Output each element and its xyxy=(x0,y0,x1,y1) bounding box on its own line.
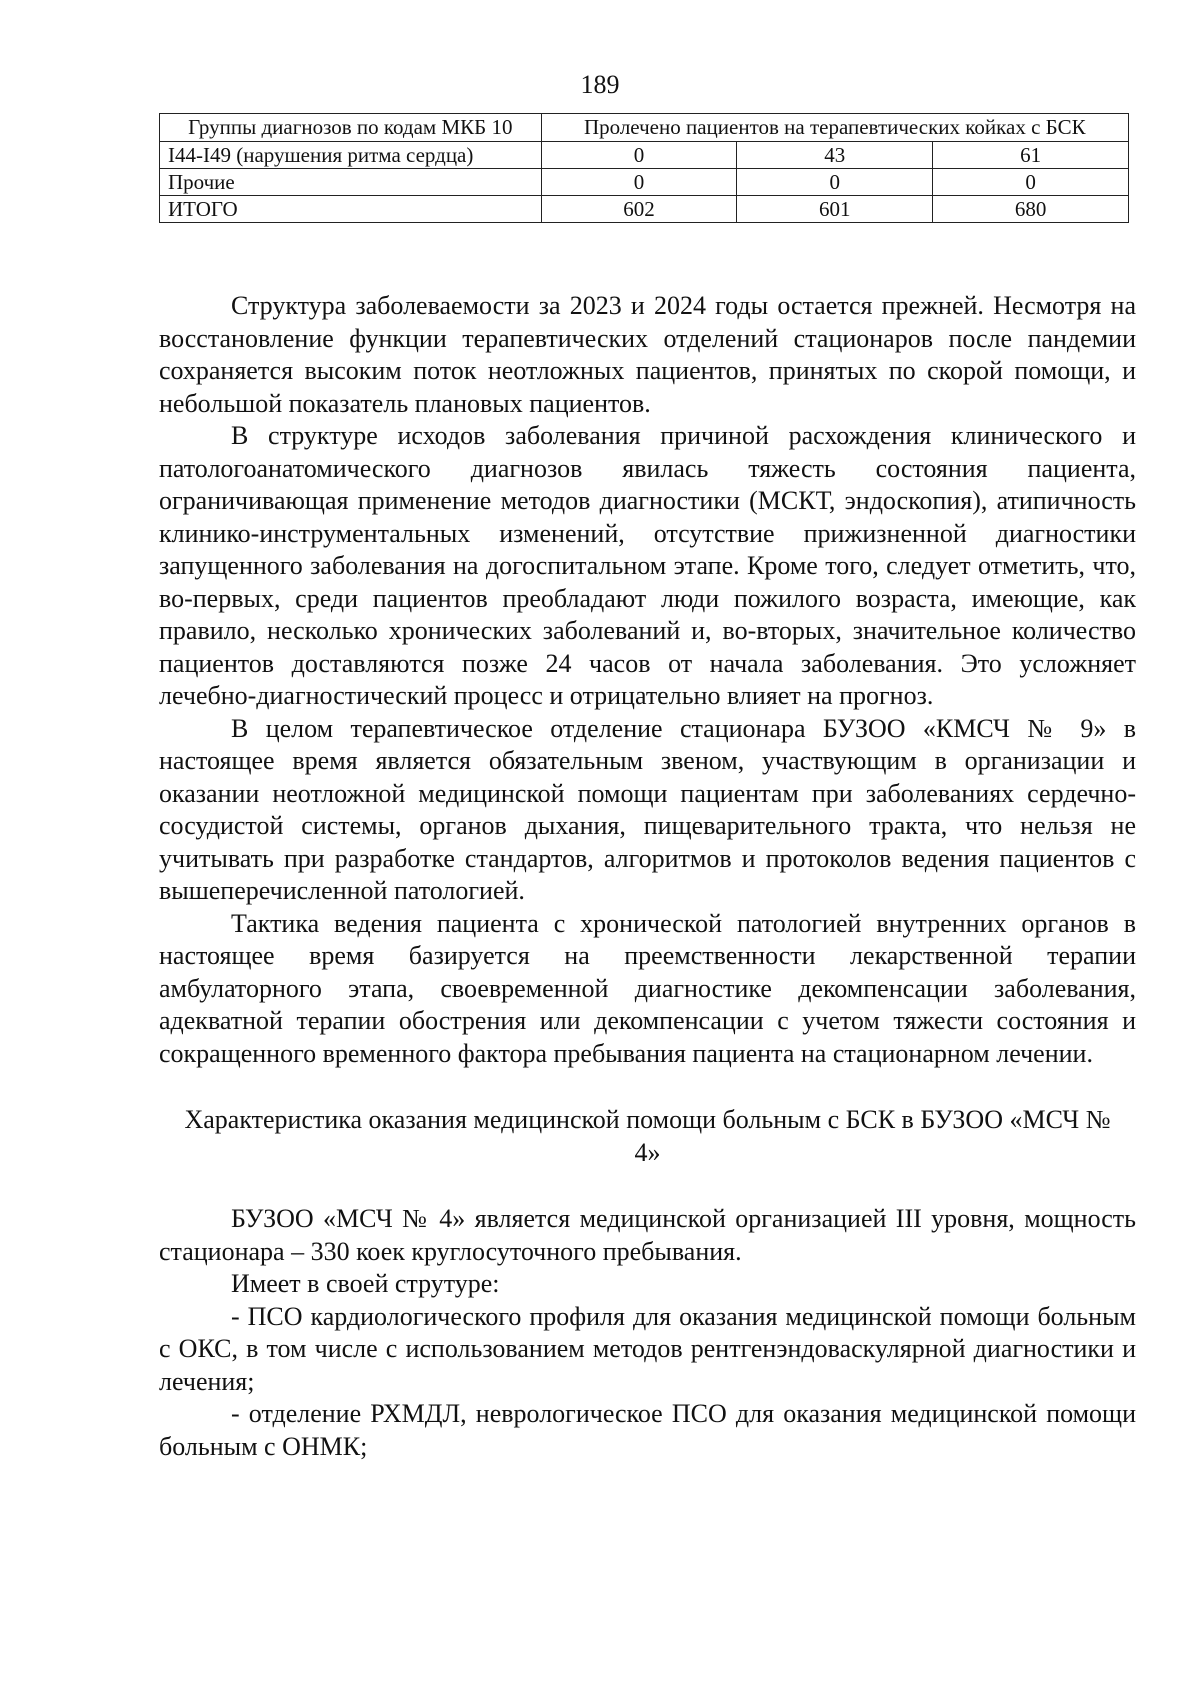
page-number: 189 xyxy=(580,70,620,99)
section-heading: Характеристика оказания медицинской помощи больным с БСК в БУЗОО «МСЧ № 4» xyxy=(184,1105,1111,1167)
paragraph-structure-intro: Имеет в своей струтуре: xyxy=(231,1269,500,1298)
table-row xyxy=(160,142,1129,169)
table-cell-label: Прочие xyxy=(160,169,542,196)
list-item: - ПСО кардиологического профиля для оказания медицинской помощи больным с ОКС, в том числе с использованием методов рентгенэндоваскулярной диагностики и лечения; xyxy=(159,1301,1136,1396)
table-cell-label: I44-I49 (нарушения ритма сердца) xyxy=(160,142,542,169)
table-cell-value: 602 xyxy=(541,196,737,223)
table-header-diagnosis-groups: Группы диагнозов по кодам МКБ 10 xyxy=(160,114,542,142)
table-header-row xyxy=(160,114,1129,142)
table-cell-value: 0 xyxy=(541,142,737,169)
table-row-total xyxy=(160,196,1129,223)
list-item: - отделение РХМДЛ, неврологическое ПСО для оказания медицинской помощи больным с ОНМК; xyxy=(159,1399,1136,1461)
table-cell-value: 0 xyxy=(737,169,933,196)
paragraph-morbidity-structure: Структура заболеваемости за 2023 и 2024 годы остается прежней. Несмотря на восстановление функции терапевтических отделений стационаров после пандемии сохраняется высоким поток неотложных пациентов, принятых по скорой помощи, и небольшой показатель плановых пациентов. xyxy=(159,291,1136,418)
table-cell-value: 680 xyxy=(933,196,1129,223)
table-cell-value: 601 xyxy=(737,196,933,223)
table-row xyxy=(160,169,1129,196)
document-body xyxy=(159,290,1136,1463)
paragraph-organization-level: БУЗОО «МСЧ № 4» является медицинской организацией III уровня, мощность стационара – 330 коек круглосуточного пребывания. xyxy=(159,1204,1136,1266)
patients-table xyxy=(159,113,1129,223)
table-cell-value: 61 xyxy=(933,142,1129,169)
table-cell-value: 0 xyxy=(541,169,737,196)
table-cell-value: 0 xyxy=(933,169,1129,196)
table-cell-label: ИТОГО xyxy=(160,196,542,223)
table-cell-value: 43 xyxy=(737,142,933,169)
paragraph-outcomes-structure: В структуре исходов заболевания причиной расхождения клинического и патологоанатомического диагнозов явилась тяжесть состояния пациента, ограничивающая применение методов диагностики (МСКТ, эндоскопия), атипичность клинико-инструментальных изменений, отсутствие прижизненной диагностики запущенного заболевания на догоспитальном этапе. Кроме того, следует отметить, что, во-первых, среди пациентов преобладают люди пожилого возраста, имеющие, как правило, несколько хронических заболеваний и, во-вторых, значительное количество пациентов доставляются позже 24 часов от начала заболевания. Это усложняет лечебно-диагностический процесс и отрицательно влияет на прогноз. xyxy=(159,421,1136,710)
paragraph-therapy-department: В целом терапевтическое отделение стационара БУЗОО «КМСЧ № 9» в настоящее время является обязательным звеном, участвующим в организации и оказании неотложной медицинской помощи пациентам при заболеваниях сердечно-сосудистой системы, органов дыхания, пищеварительного тракта, что нельзя не учитывать при разработке стандартов, алгоритмов и протоколов ведения пациентов с вышеперечисленной патологией. xyxy=(159,713,1136,905)
table-header-treated-patients: Пролечено пациентов на терапевтических койках с БСК xyxy=(541,114,1128,142)
paragraph-treatment-tactics: Тактика ведения пациента с хронической патологией внутренних органов в настоящее время базируется на преемственности лекарственной терапии амбулаторного этапа, своевременной диагностике декомпенсации заболевания, адекватной терапии обострения или декомпенсации с учетом тяжести состояния и сокращенного временного фактора пребывания пациента на стационарном лечении. xyxy=(159,908,1136,1068)
